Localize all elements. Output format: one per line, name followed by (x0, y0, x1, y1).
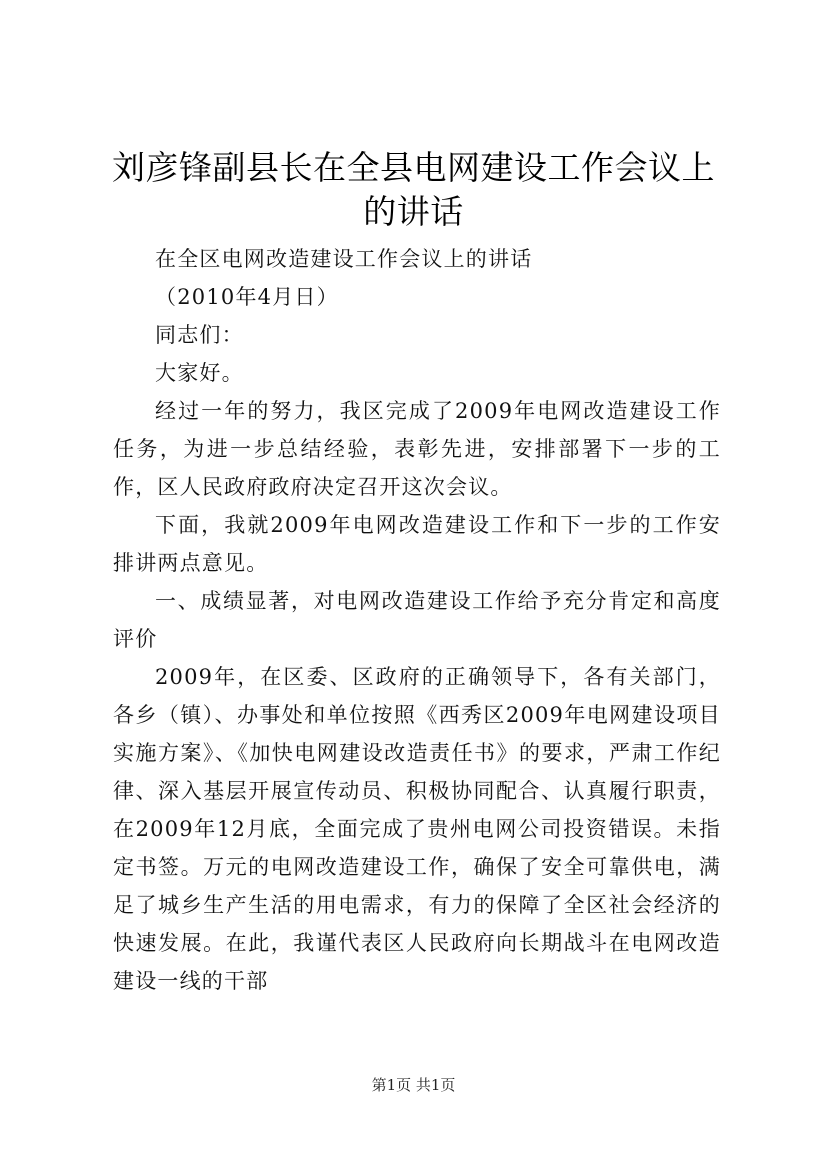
speech-date: （2010年4月日） (155, 285, 339, 309)
salutation: 同志们： (155, 323, 244, 347)
paragraph: 下面，我就2009年电网改造建设工作和下一步的工作安排讲两点意见。 (113, 513, 721, 575)
greeting: 大家好。 (155, 361, 244, 385)
paragraph: 经过一年的努力，我区完成了2009年电网改造建设工作任务，为进一步总结经验，表彰先进，安排部署下一步的工作，区人民政府政府决定召开这次会议。 (113, 399, 721, 499)
page-footer: 第1页 共1页 (371, 1076, 456, 1094)
speech-subtitle: 在全区电网改造建设工作会议上的讲话 (155, 247, 533, 271)
document-body (113, 240, 721, 1000)
section-heading: 一、成绩显著，对电网改造建设工作给予充分肯定和高度评价 (113, 589, 721, 651)
paragraph: 2009年，在区委、区政府的正确领导下，各有关部门，各乡（镇）、办事处和单位按照《西秀区2009年电网建设项目实施方案》、《加快电网建设改造责任书》的要求，严肃工作纪律、深入基层开展宣传动员、积极协同配合、认真履行职责，在2009年12月底，全面完成了贵州电网公司投资错误。未指定书签。万元的电网改造建设工作，确保了安全可靠供电，满足了城乡生产生活的用电需求，有力的保障了全区社会经济的快速发展。在此，我谨代表区人民政府向长期战斗在电网改造建设一线的干部 (113, 665, 721, 993)
document-title: 刘彦锋副县长在全县电网建设工作会议上的讲话 (112, 148, 715, 231)
